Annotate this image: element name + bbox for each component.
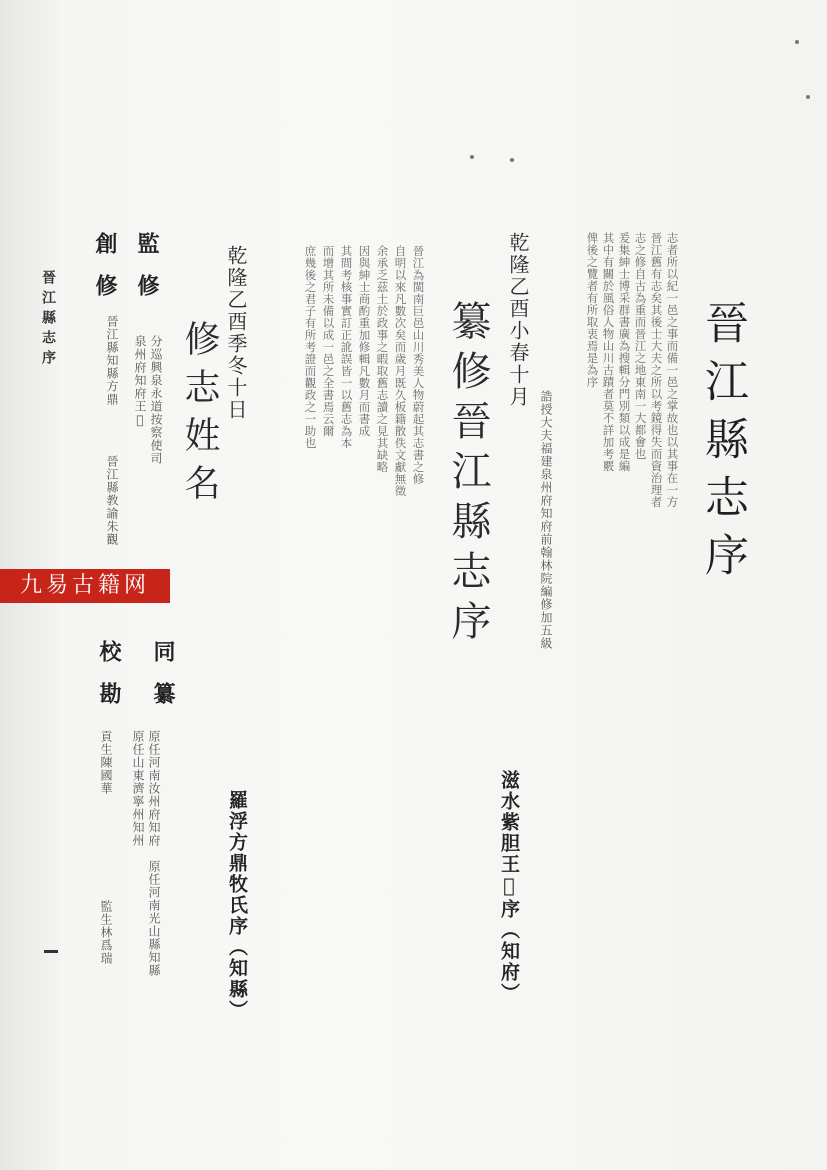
preface1-title: 晉江縣志序 (697, 300, 748, 590)
names-title: 修志姓名 (179, 320, 220, 512)
preface1-byline: 誥授大夫福建泉州府知府前翰林院編修加五級 (539, 390, 553, 650)
compile-name: 原任河南汝州府知府 (147, 730, 161, 847)
scan-speck (510, 158, 514, 162)
preface1-body-line: 晉江舊有志矣其後士大夫之所以考鏡得失而資治理者 (649, 232, 664, 508)
preface2-body-line: 庶幾後之君子有所考證而觀政之一助也 (303, 245, 318, 449)
scan-speck (795, 40, 799, 44)
create-name: 晉江縣知縣方鼎 (105, 315, 119, 406)
page-number-mark (44, 950, 58, 953)
compile-label: 同纂 (150, 640, 176, 724)
create-label: 創修 (92, 232, 118, 316)
preface1-date: 乾隆乙酉小春十月 (506, 232, 530, 408)
scan-speck (806, 95, 810, 99)
proof-name: 貢生陳國華 (99, 730, 113, 795)
scan-speck (470, 155, 474, 159)
supervise-label: 監修 (134, 232, 160, 316)
proof-name: 監生林爲瑞 (99, 900, 113, 965)
preface2-body-line: 晉江為閩南巨邑山川秀美人物蔚起其志書之修 (411, 245, 426, 485)
preface2-body-line: 其間考核事實訂正訛誤皆一以舊志為本 (339, 245, 354, 449)
preface2-body-line: 余承乏茲土於政事之暇取舊志讀之見其缺略 (375, 245, 390, 473)
preface2-body-line: 而增其所未備以成一邑之全書焉云爾 (321, 245, 336, 437)
preface2-title: 纂修晉江縣志序 (445, 300, 491, 650)
preface1-body-line: 爰集紳士博采群書廣為搜輯分門別類以成是編 (617, 232, 632, 472)
watermark-badge: 九易古籍网 (0, 569, 170, 603)
preface2-body-line: 因與紳士商酌重加修輯凡數月而書成 (357, 245, 372, 437)
preface2-body-line: 自明以來凡數次矣而歲月既久板籍散佚文獻無徵 (393, 245, 408, 497)
proof-label: 校勘 (96, 640, 122, 724)
compile-name: 原任山東濟寧州知州 (131, 730, 145, 847)
supervise-name: 分巡興泉永道按察使司 (149, 335, 163, 465)
preface2-date: 乾隆乙酉季冬十日 (224, 245, 248, 421)
preface1-body-line: 志者所以紀一邑之事而備一邑之掌故也以其事在一方 (665, 232, 680, 508)
compile-name: 原任河南光山縣知縣 (147, 860, 161, 977)
preface2-author: 羅浮方鼎牧氏序（知縣） (226, 790, 248, 1021)
preface1-body-line: 俾後之覽者有所取衷焉是為序 (585, 232, 600, 388)
spine-title: 晉江縣志序 (40, 270, 56, 370)
preface1-body-line: 其中有關於風俗人物山川古蹟者莫不詳加考覈 (601, 232, 616, 472)
create-name: 晉江縣教諭朱觀 (105, 455, 119, 546)
supervise-name: 泉州府知府王𫌘 (133, 335, 147, 428)
preface1-author: 滋水紫胆王𫌘序（知府） (498, 770, 520, 1004)
preface1-body-line: 志之修自古為重而晉江之地東南一大都會也 (633, 232, 648, 460)
